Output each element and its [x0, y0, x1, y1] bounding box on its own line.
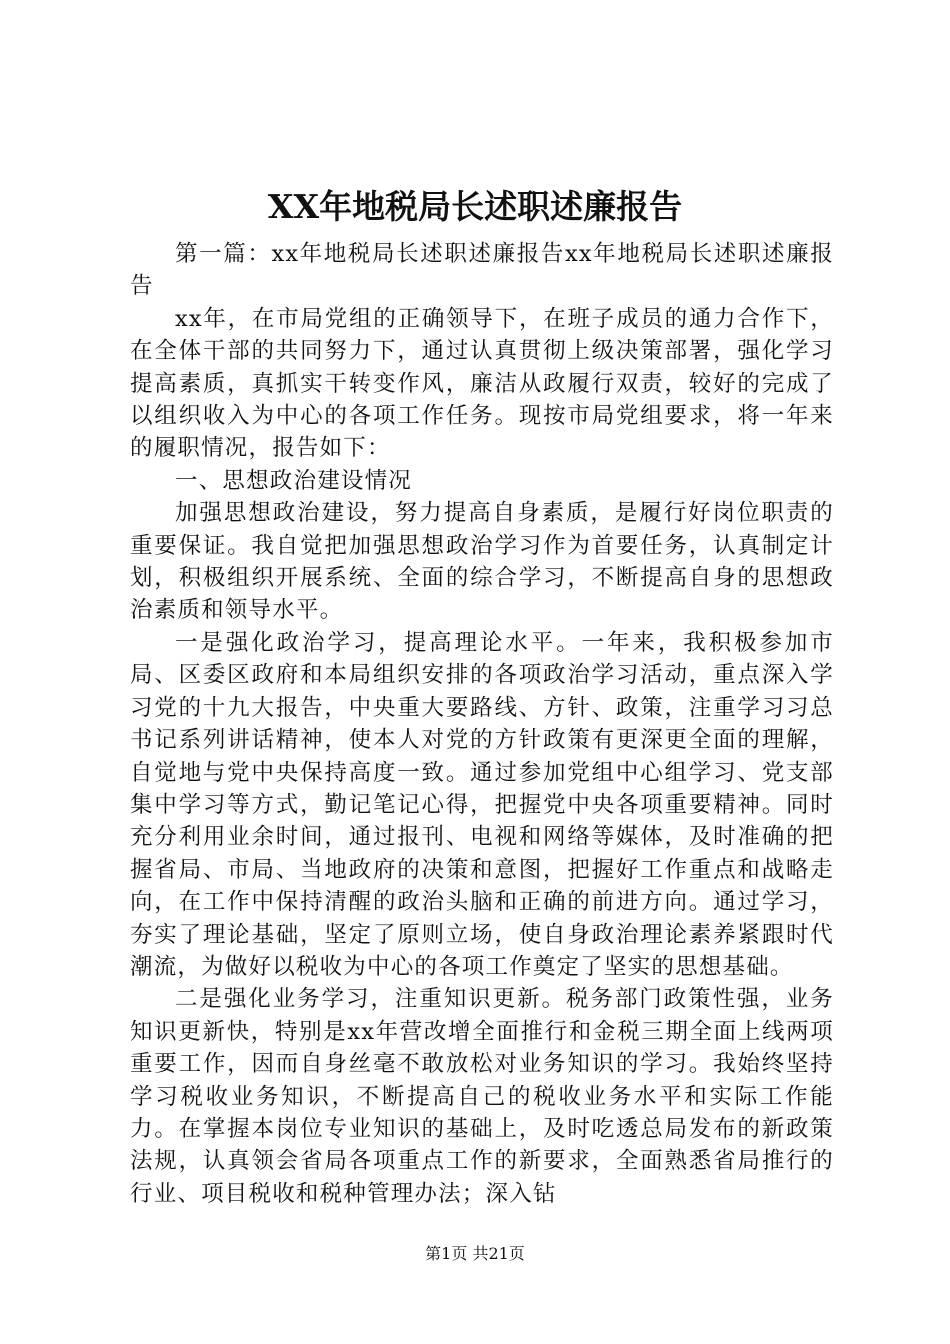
paragraph-intro: 第一篇：xx年地税局长述职述廉报告xx年地税局长述职述廉报告 [130, 241, 834, 300]
paragraph-political-study: 一是强化政治学习，提高理论水平。一年来，我积极参加市局、区委区政府和本局组织安排的各项政治学习活动，重点深入学习党的十九大报告，中央重大要路线、方针、政策，注重学习习总书记系列讲话精神，使本人对党的方针政策有更深更全面的理解，自觉地与党中央保持高度一致。通过参加党组中心组学习、党支部集中学习等方式，勤记笔记心得，把握党中央各项重要精神。同时充分利用业余时间，通过报刊、电视和网络等媒体，及时准确的把握省局、市局、当地政府的决策和意图，把握好工作重点和战略走向，在工作中保持清醒的政治头脑和正确的前进方向。通过学习，夯实了理论基础，坚定了原则立场，使自身政治理论素养紧跟时代潮流，为做好以税收为中心的各项工作奠定了坚实的思想基础。 [130, 629, 834, 980]
paragraph-business-study: 二是强化业务学习，注重知识更新。税务部门政策性强，业务知识更新快，特别是xx年营改增全面推行和金税三期全面上线两项重要工作，因而自身丝毫不敢放松对业务知识的学习。我始终坚持学习税收业务知识，不断提高自己的税收业务水平和实际工作能力。在掌握本岗位专业知识的基础上，及时吃透总局发布的新政策法规，认真领会省局各项重点工作的新要求，全面熟悉省局推行的行业、项目税收和税种管理办法；深入钻 [130, 986, 834, 1207]
document-title: XX年地税局长述职述廉报告 [267, 187, 683, 226]
section-heading: 一、思想政治建设情况 [175, 467, 413, 494]
paragraph-summary: xx年，在市局党组的正确领导下，在班子成员的通力合作下，在全体干部的共同努力下，通过认真贯彻上级决策部署，强化学习提高素质，真抓实干转变作风，廉洁从政履行双责，较好的完成了以组织收入为中心的各项工作任务。现按市局党组要求，将一年来的履职情况，报告如下： [130, 305, 834, 462]
paragraph-political: 加强思想政治建设，努力提高自身素质，是履行好岗位职责的重要保证。我自觉把加强思想政治学习作为首要任务，认真制定计划，积极组织开展系统、全面的综合学习，不断提高自身的思想政治素质和领导水平。 [130, 500, 834, 624]
document-body [130, 238, 834, 1210]
page-footer: 第1页 共21页 [425, 1244, 525, 1263]
